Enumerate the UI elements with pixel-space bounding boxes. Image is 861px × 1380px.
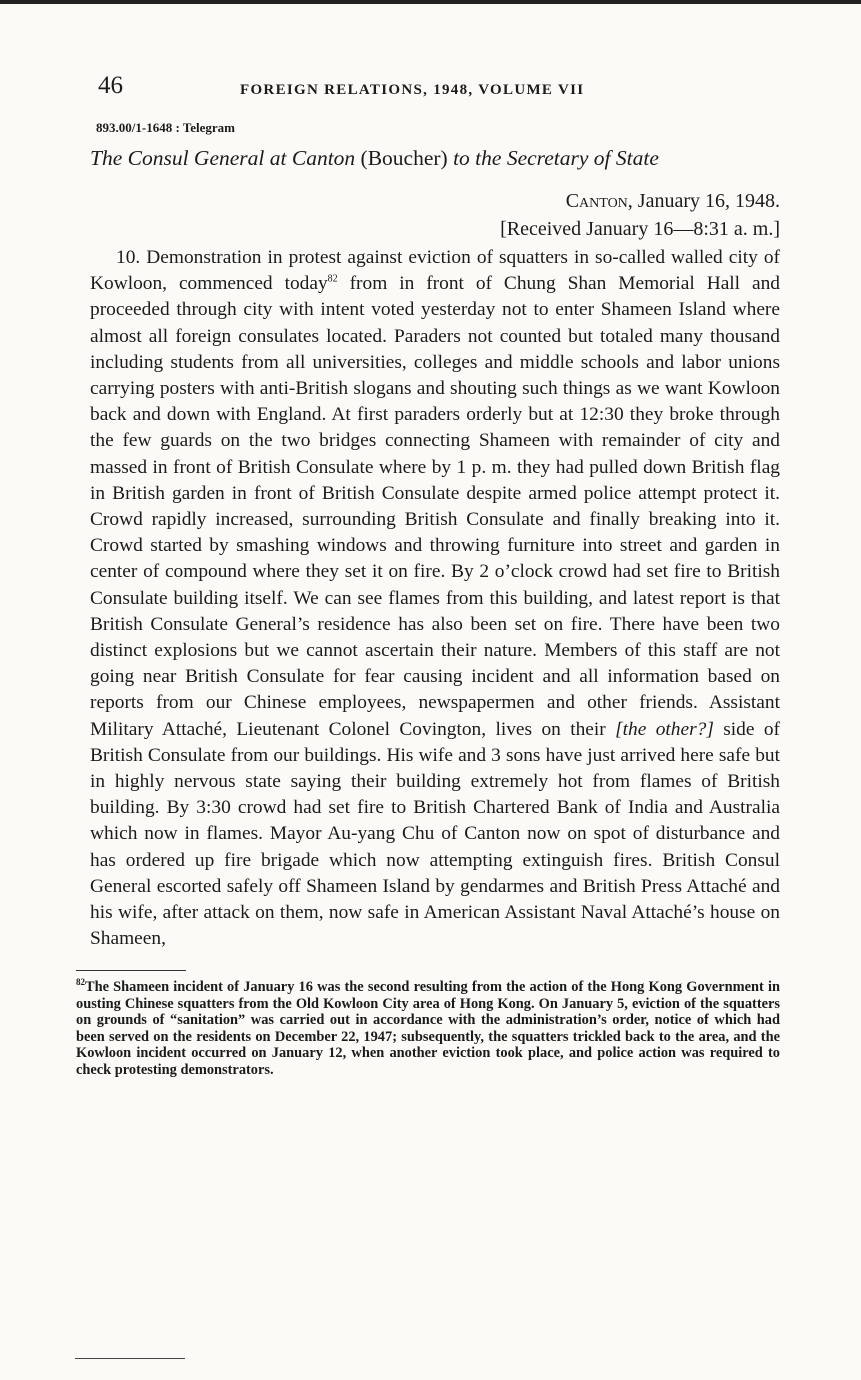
page-header [90,62,780,102]
dateline [90,187,780,243]
received-line: [Received January 16—8:31 a. m.] [500,218,780,240]
title-part-1: The Consul General at Canton [90,146,361,170]
title-paren-text: (Boucher) [360,146,448,170]
page-number: 46 [98,72,123,99]
bracketed-insertion: [the other?] [615,718,714,740]
document-title [90,146,780,171]
page [76,62,781,1078]
running-head: FOREIGN RELATIONS, 1948, VOLUME VII [240,82,585,98]
place: Canton, [565,190,633,212]
paragraph [90,245,780,952]
footnote-mark: 82 [76,977,85,988]
body-text-2: from in front of Chung Shan Memorial Hall and proceeded through city with intent voted yesterday not to enter Shameen Island where almost all foreign consulates located. Paraders not counted but totaled many thousand including students from all universities, colleges and middle schools and labor unions carrying posters with anti-British slogans and shouting such things as we want Kowloon back and down with England. At first paraders orderly but at 12:30 they broke through the few guards on the two bridges connecting Shameen with remainder of city and massed in front of British Consulate where by 1 p. m. they had pulled down British flag in British garden in front of British Consulate despite armed police attempt protect it. Crowd rapidly increased, surrounding British Consulate and finally breaking into it. Crowd started by smashing windows and throwing furniture into street and garden in center of compound where they set it on fire. By 2 o’clock crowd had set fire to British Consulate building itself. We can see flames from this building, and latest report is that British Consulate General’s residence has also been set on fire. There have been two distinct explosions but we cannot ascertain their nature. Members of this staff are not going near British Consulate for fear causing incident and all information based on reports from our Chinese employees, newspapermen and other friends. Assistant Military Attaché, Lieutenant Colonel Covington, lives on their [90,273,781,740]
body-text-3: side of British Consulate from our buildings. His wife and 3 sons have just arrived here safe but in highly nervous state saying their building extremely hot from flames of British building. By 3:30 crowd had set fire to British Chartered Bank of India and Australia which now in flames. Mayor Au-yang Chu of Canton now on spot of disturbance and has ordered up fire brigade which now attempting extinguish fires. British Consul General escorted safely off Shameen Island by gendarmes and British Press Attaché and his wife, after attack on them, now safe in American Assistant Naval Attaché’s house on Shameen, [90,718,780,950]
footnote [76,979,780,1077]
footnote-rule [76,970,186,971]
telegram-body [90,245,780,952]
body-text-1: 10. Demonstration in protest against eviction of squatters in so-called walled city of Kowloon, commenced today [90,247,780,295]
place-date [90,187,780,215]
bottom-rule [75,1358,185,1359]
footnote-reference: 82 [327,273,338,285]
footnote-text: The Shameen incident of January 16 was the second resulting from the action of the Hong Kong Government in ousting Chinese squatters from the Old Kowloon City area of Hong Kong. On January 5, eviction of the squatters on grounds of “sanitation” was carried out in accordance with the administration’s order, notice of which had been served on the residents on December 22, 1947; subsequently, the squatters trickled back to the area, and the Kowloon incident occurred on January 12, when another eviction took place, and police action was required to check protesting demonstrators. [76,979,780,1078]
date: January 16, 1948. [632,190,780,212]
file-reference: 893.00/1-1648 : Telegram [96,120,236,135]
title-paren [361,146,448,170]
title-part-2: to the Secretary of State [447,146,659,170]
top-edge-rule [0,0,861,4]
